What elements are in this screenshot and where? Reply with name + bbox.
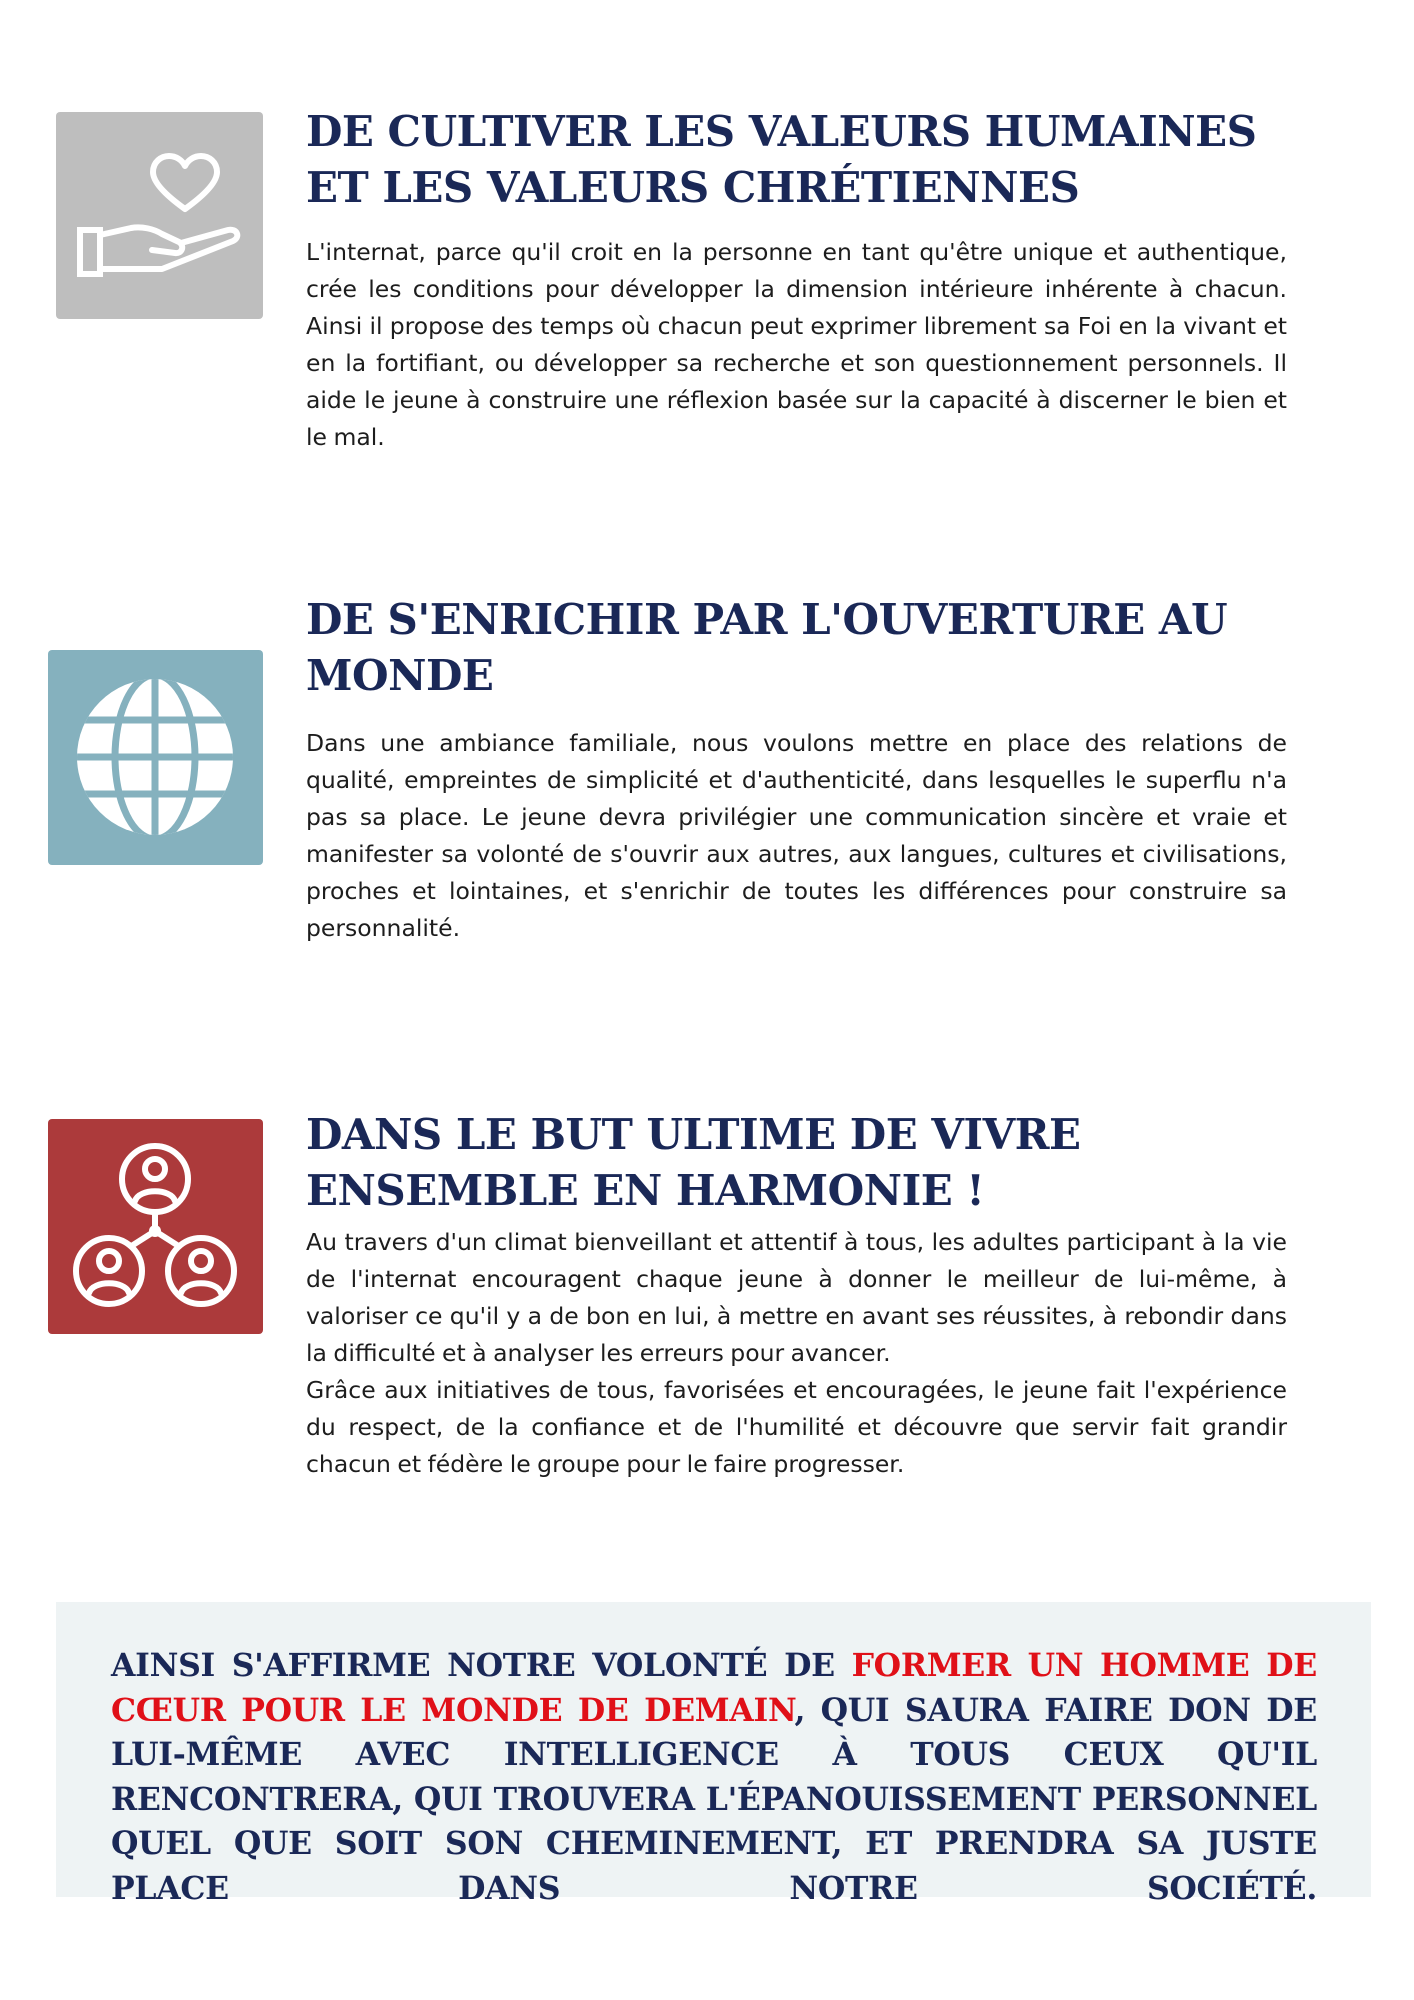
section-title: DANS LE BUT ULTIME DE VIVRE ENSEMBLE EN HARMONIE ! [306,1110,1081,1215]
globe-icon [48,650,263,865]
conclusion-text-end: , QUI SAURA FAIRE DON DE LUI-MÊME AVEC INTELLIGENCE À TOUS CEUX QU'IL RENCONTRERA, QUI TROUVERA L'ÉPANOUISSEMENT PERSONNEL QUEL QUE SOIT SON CHEMINEMENT, ET PRENDRA SA JUSTE PLACE DANS NOTRE SOCIÉTÉ. [111,1691,1317,1907]
section-title: DE CULTIVER LES VALEURS HUMAINES ET LES VALEURS CHRÉTIENNES [306,107,1257,212]
conclusion-box [56,1602,1371,1907]
section-body [306,1224,1287,1483]
people-network-icon [48,1119,263,1334]
paragraph: L'internat, parce qu'il croit en la personne en tant qu'être unique et authentique, crée les conditions pour développer la dimension intérieure inhérente à chacun. Ainsi il propose des temps où chacun peut exprimer librement sa Foi en la vivant et en la fortifiant, ou développer sa recherche et son questionnement personnels. Il aide le jeune à construire une réflexion basée sur la capacité à discerner le bien et le mal. [306,238,1287,451]
paragraph: Dans une ambiance familiale, nous voulons mettre en place des relations de qualité, empreintes de simplicité et d'authenticité, dans lesquelles le superflu n'a pas sa place. Le jeune devra privilégier une communication sincère et vraie et manifester sa volonté de s'ouvrir aux autres, aux langues, cultures et civilisations, proches et lointaines, et s'enrichir de toutes les différences pour construire sa personnalité. [306,729,1287,942]
conclusion-highlight: FORMER UN HOMME DE CŒUR POUR LE MONDE DE DEMAIN [111,1647,1317,1729]
conclusion-text-start: AINSI S'AFFIRME NOTRE VOLONTÉ DE [111,1647,852,1684]
section-title: DE S'ENRICHIR PAR L'OUVERTURE AU MONDE [306,595,1228,700]
conclusion-text [111,1644,1317,1911]
section-body [306,725,1287,947]
section-body [306,234,1287,456]
paragraph: Au travers d'un climat bienveillant et attentif à tous, les adultes participant à la vie de l'internat encouragent chaque jeune à donner le meilleur de lui-même, à valoriser ce qu'il y a de bon en lui, à mettre en avant ses réussites, à rebondir dans la difficulté et à analyser les erreurs pour avancer. [306,1228,1287,1367]
heart-in-hand-icon [56,112,263,319]
paragraph: Grâce aux initiatives de tous, favorisées et encouragées, le jeune fait l'expérience du respect, de la confiance et de l'humilité et découvre que servir fait grandir chacun et fédère le groupe pour le faire progresser. [306,1376,1287,1478]
